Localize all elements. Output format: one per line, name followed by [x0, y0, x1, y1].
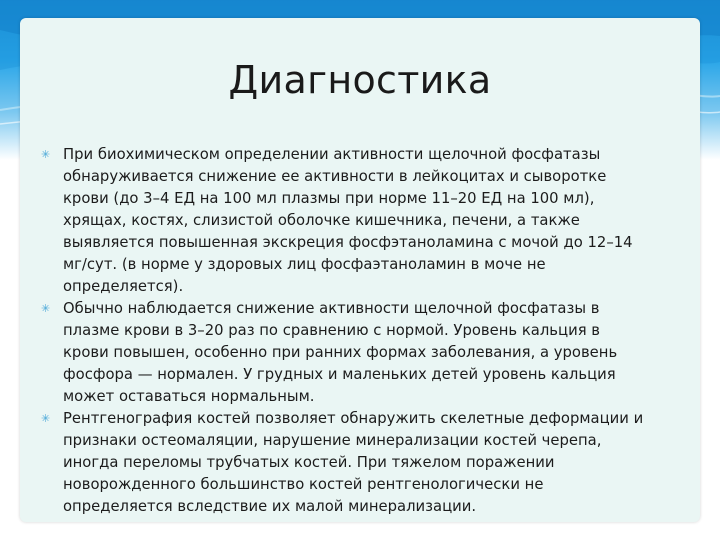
slide-title: Диагностика — [228, 58, 492, 102]
bullet-text: При биохимическом определении активности щелочной фосфатазы обнаруживается снижение ее активности в лейкоцитах и сыворотке крови (до 3–4 ЕД на 100 мл плазмы при норме 11–20 ЕД на 100 мл), хрящах, костях, слизистой оболочке кишечника, печени, а также выявляется повышенная экскреция фосфэтаноламина с мочой до 12–14 мг/сут. (в норме у здоровых лиц фосфаэтаноламин в моче не определяется). — [63, 146, 633, 295]
bullet-item — [40, 298, 700, 408]
bullet-text: Рентгенография костей позволяет обнаружить скелетные деформации и признаки остеомаляции, нарушение минерализации костей черепа, иногда переломы трубчатых костей. При тяжелом поражении новорожденного большинство костей рентгенологически не определяется вследствие их малой минерализации. — [63, 410, 644, 515]
asterisk-bullet-icon: ✳ — [41, 148, 51, 161]
bullet-item — [40, 408, 700, 518]
asterisk-bullet-icon: ✳ — [41, 412, 51, 425]
bullet-item — [40, 144, 700, 298]
bullet-list — [40, 144, 700, 518]
bullet-text: Обычно наблюдается снижение активности щелочной фосфатазы в плазме крови в 3–20 раз по сравнению с нормой. Уровень кальция в крови повышен, особенно при ранних формах заболевания, а уровень фосфора — нормален. У грудных и маленьких детей уровень кальция может оставаться нормальным. — [63, 300, 618, 405]
asterisk-bullet-icon: ✳ — [41, 302, 51, 315]
